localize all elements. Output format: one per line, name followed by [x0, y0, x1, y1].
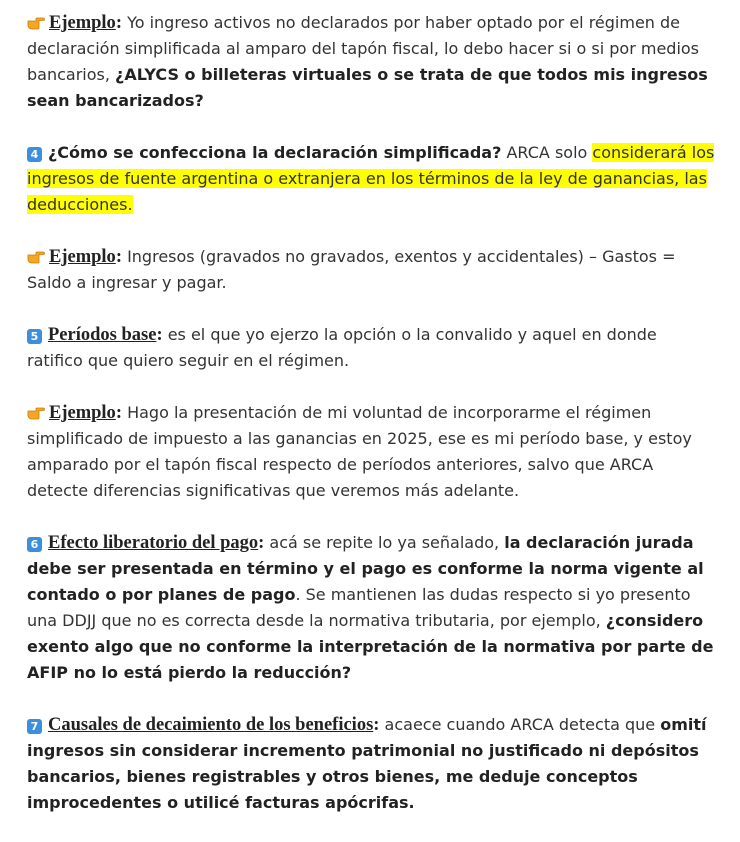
- pointing-hand-icon: [27, 403, 45, 420]
- keycap-4-icon: 4: [27, 147, 42, 162]
- label-colon: :: [115, 247, 122, 267]
- label-colon: :: [115, 403, 122, 423]
- heading-declaracion-simplificada: ¿Cómo se confecciona la declaración simplificada?: [48, 143, 502, 162]
- label-colon: :: [156, 325, 163, 345]
- bold-text: la declaración jurada debe ser presentada en término y el pago es conforme la norma vigente al contado o por planes de pago: [27, 533, 704, 604]
- heading-periodos-base: Períodos base: [48, 325, 157, 345]
- paragraph-example-3: [27, 400, 717, 504]
- bold-question: ¿ALYCS o billeteras virtuales o se trata de que todos mis ingresos sean bancarizados?: [27, 65, 708, 110]
- pointing-hand-icon: [27, 13, 45, 30]
- example-label: Ejemplo: [49, 403, 116, 423]
- heading-efecto-liberatorio: Efecto liberatorio del pago: [48, 533, 259, 553]
- paragraph-text: Ingresos (gravados no gravados, exentos y accidentales) – Gastos = Saldo a ingresar y pagar.: [27, 247, 676, 292]
- highlighted-text: considerará los ingresos de fuente argentina o extranjera en los términos de la ley de ganancias, las deducciones.: [27, 143, 715, 214]
- heading-causales-decaimiento: Causales de decaimiento de los beneficios: [48, 715, 374, 735]
- keycap-7-icon: 7: [27, 719, 42, 734]
- label-colon: :: [258, 533, 265, 553]
- example-label: Ejemplo: [49, 247, 116, 267]
- article-body: [27, 10, 717, 842]
- paragraph-text: acá se repite lo ya señalado,: [264, 533, 505, 552]
- paragraph-text: Hago la presentación de mi voluntad de incorporarme el régimen simplificado de impuesto a las ganancias en 2025, ese es mi período base, y estoy amparado por el tapón fiscal respecto de períodos anteriores, salvo que ARCA detecte diferencias significativas que veremos más adelante.: [27, 403, 692, 500]
- paragraph-text: Yo ingreso activos no declarados por haber optado por el régimen de declaración simplificada al amparo del tapón fiscal, lo debo hacer si o si por medios bancarios,: [27, 13, 700, 84]
- paragraph-example-1: [27, 10, 717, 114]
- paragraph-example-2: [27, 244, 717, 296]
- pointing-hand-icon: [27, 247, 45, 264]
- keycap-5-icon: 5: [27, 329, 42, 344]
- example-label: Ejemplo: [49, 13, 116, 33]
- paragraph-text: ARCA solo: [501, 143, 593, 162]
- label-colon: :: [373, 715, 380, 735]
- paragraph-item-6: [27, 530, 717, 686]
- label-colon: :: [115, 13, 122, 33]
- paragraph-text: acaece cuando ARCA detecta que: [379, 715, 661, 734]
- paragraph-text: es el que yo ejerzo la opción o la convalido y aquel en donde ratifico que quiero seguir en el régimen.: [27, 325, 657, 370]
- bold-question: ¿considero exento algo que no conforme la interpretación de la normativa por parte de AFIP no lo está pierdo la reducción?: [27, 611, 714, 682]
- bold-text: omití ingresos sin considerar incremento patrimonial no justificado ni depósitos bancarios, bienes registrables y otros bienes, me deduje conceptos improcedentes o utilicé facturas apócrifas.: [27, 715, 707, 812]
- paragraph-item-4: [27, 140, 717, 218]
- paragraph-item-7: [27, 712, 717, 816]
- paragraph-text: . Se mantienen las dudas respecto si yo presento una DDJJ que no es correcta desde la normativa tributaria, por ejemplo,: [27, 585, 691, 630]
- keycap-6-icon: 6: [27, 537, 42, 552]
- paragraph-item-5: [27, 322, 717, 374]
